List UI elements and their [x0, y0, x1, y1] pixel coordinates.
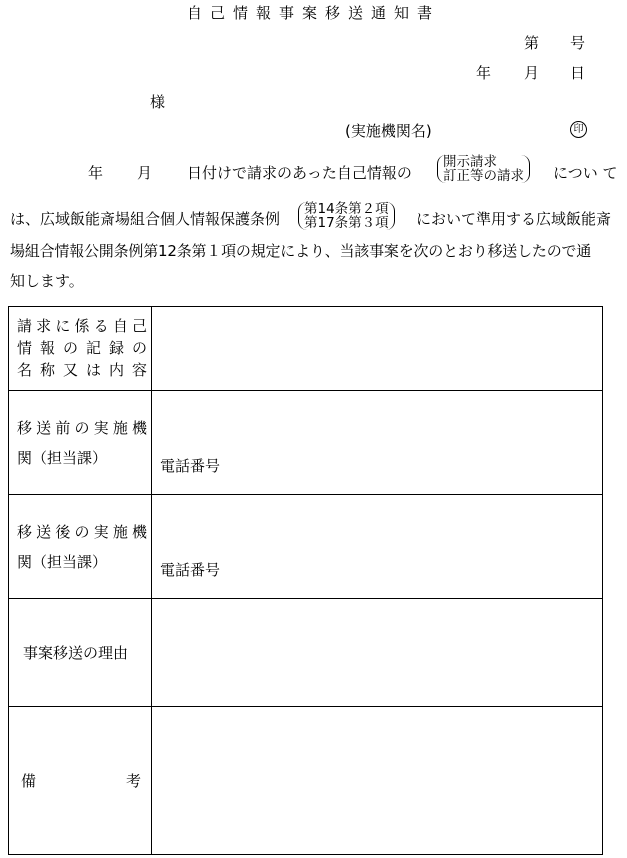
addressee-suffix: 様: [150, 93, 166, 111]
sender-label: (実施機関名): [345, 122, 432, 140]
remarks-value: [152, 707, 603, 855]
seal-mark: 印: [570, 121, 587, 138]
article-parenthesis: [298, 202, 395, 230]
table-row: [9, 707, 603, 855]
body-year: 年: [88, 164, 104, 182]
body-line1-text: 日付けで請求のあった自己情報の: [187, 164, 412, 182]
request-type-disclosure: 開示請求: [443, 154, 497, 170]
article-17: 第17条第３項: [304, 215, 389, 231]
transfer-reason-label: 事案移送の理由: [9, 599, 152, 707]
body-line2-tail: において準用する広域飯能斎: [416, 210, 612, 228]
after-agency-phone-label: 電話番号: [160, 561, 221, 579]
transfer-reason-value: [152, 599, 603, 707]
body-line2-head: は、広域飯能斎場組合個人情報保護条例: [10, 210, 281, 228]
request-type-parenthesis: [437, 155, 530, 183]
body-line3: 場組合情報公開条例第12条第１項の規定により、当該事案を次のとおり移送したので通: [10, 242, 592, 260]
date-year: 年: [476, 64, 492, 82]
transfer-details-table: [8, 306, 603, 855]
table-row: [9, 391, 603, 495]
record-name-label: 請求に係る自己 情報の記録の 名称又は内容: [9, 307, 152, 391]
remarks-label: 備 考: [9, 707, 152, 855]
body-line4: 知します。: [10, 272, 84, 290]
table-row: [9, 495, 603, 599]
after-agency-value: [152, 495, 603, 599]
before-agency-label: 移送前の実施機 関（担当課）: [9, 391, 152, 495]
record-name-value: [152, 307, 603, 391]
before-agency-value: [152, 391, 603, 495]
date-month: 月: [524, 64, 540, 82]
document-title: 自己情報事案移送通知書: [186, 4, 440, 22]
before-agency-phone-label: 電話番号: [160, 457, 221, 475]
body-month: 月: [137, 164, 153, 182]
number-go: 号: [570, 34, 586, 52]
after-agency-label: 移送後の実施機 関（担当課）: [9, 495, 152, 599]
table-row: [9, 307, 603, 391]
table-row: [9, 599, 603, 707]
date-day: 日: [570, 64, 586, 82]
article-14: 第14条第２項: [304, 201, 389, 217]
number-dai: 第: [524, 34, 540, 52]
request-type-correction: 訂正等の請求: [443, 168, 524, 184]
body-line1-tail: につい て: [553, 164, 618, 182]
